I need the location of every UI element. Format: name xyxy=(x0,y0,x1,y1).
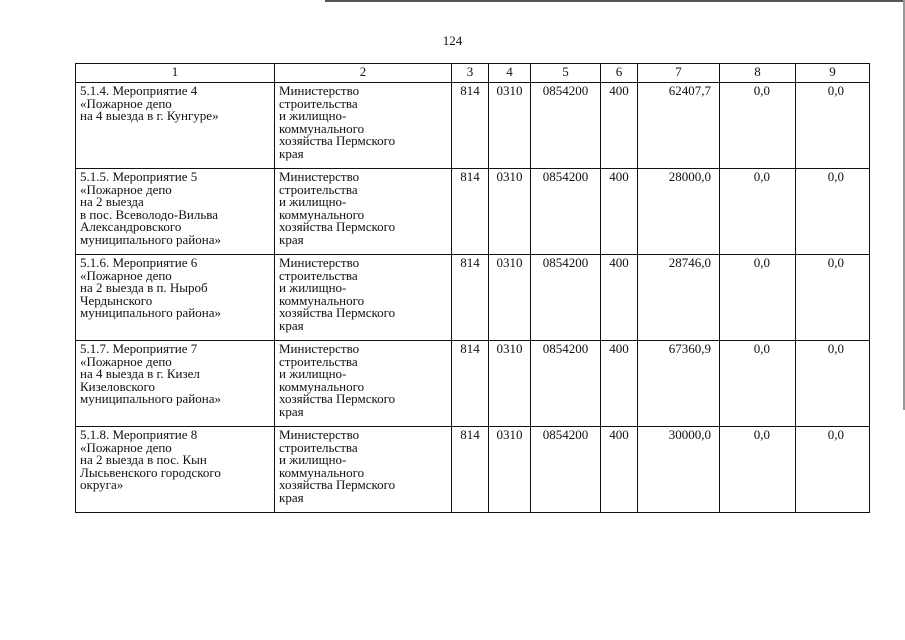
amount-col7-cell: 30000,0 xyxy=(638,427,720,513)
code-admin-cell: 814 xyxy=(452,341,489,427)
activity-name-cell xyxy=(76,83,275,169)
ministry-cell-line: хозяйства Пермского xyxy=(279,219,396,234)
code-target-cell: 0854200 xyxy=(531,427,601,513)
amount-col9-cell: 0,0 xyxy=(796,427,870,513)
amount-col8-cell: 0,0 xyxy=(720,341,796,427)
amount-col7-cell: 62407,7 xyxy=(638,83,720,169)
header-col-9: 9 xyxy=(796,64,870,83)
ministry-cell-line: строительства xyxy=(279,95,358,111)
ministry-cell-line: строительства xyxy=(279,267,358,283)
ministry-cell-line: края xyxy=(279,231,304,247)
activity-name-cell-line: 5.1.4. Мероприятие 4 xyxy=(80,83,198,98)
code-section-cell: 0310 xyxy=(489,427,531,513)
page-number: 124 xyxy=(442,33,463,48)
code-section-cell: 0310 xyxy=(489,83,531,169)
scan-border-top xyxy=(325,0,905,2)
ministry-cell-line: и жилищно- xyxy=(279,366,347,381)
code-target-cell: 0854200 xyxy=(531,83,601,169)
header-col-8: 8 xyxy=(720,64,796,83)
ministry-cell-line: коммунального xyxy=(279,206,365,222)
ministry-cell-line: и жилищно- xyxy=(279,452,347,467)
ministry-cell-line: строительства xyxy=(279,353,358,369)
code-type-cell: 400 xyxy=(601,83,638,169)
ministry-cell-line: края xyxy=(279,317,304,333)
activity-name-cell-line: муниципального района» xyxy=(80,305,221,320)
ministry-cell-line: коммунального xyxy=(279,292,365,308)
table-row xyxy=(76,341,870,427)
activity-name-cell-line: муниципального района» xyxy=(80,391,221,406)
amount-col8-cell: 0,0 xyxy=(720,255,796,341)
code-section-cell: 0310 xyxy=(489,169,531,255)
code-type-cell: 400 xyxy=(601,341,638,427)
ministry-cell-line: и жилищно- xyxy=(279,108,347,123)
ministry-cell-line: хозяйства Пермского xyxy=(279,391,396,406)
activity-name-cell-line: «Пожарное депо xyxy=(80,353,172,369)
activity-name-cell-line: Чердынского xyxy=(80,292,153,308)
activity-name-cell-line: в пос. Всеволодо-Вильва xyxy=(80,206,219,222)
code-target-cell: 0854200 xyxy=(531,169,601,255)
code-target-cell: 0854200 xyxy=(531,341,601,427)
ministry-cell xyxy=(275,255,452,341)
amount-col7-cell: 28000,0 xyxy=(638,169,720,255)
header-col-7: 7 xyxy=(638,64,720,83)
ministry-cell xyxy=(275,169,452,255)
ministry-cell-line: Министерство xyxy=(279,427,360,442)
activity-name-cell-line: «Пожарное депо xyxy=(80,181,172,197)
activity-name-cell-line: «Пожарное депо xyxy=(80,95,172,111)
ministry-cell-line: хозяйства Пермского xyxy=(279,477,396,492)
ministry-cell-line: края xyxy=(279,145,304,161)
ministry-cell xyxy=(275,83,452,169)
ministry-cell-line: края xyxy=(279,403,304,419)
ministry-cell-line: и жилищно- xyxy=(279,280,347,295)
code-admin-cell: 814 xyxy=(452,427,489,513)
table-row xyxy=(76,83,870,169)
activity-name-cell-line: муниципального района» xyxy=(80,231,221,247)
activity-name-cell-line: на 2 выезда в п. Ныроб xyxy=(80,280,208,295)
activity-name-cell-line: округа» xyxy=(80,477,124,492)
header-row xyxy=(76,64,870,83)
header-col-5: 5 xyxy=(531,64,601,83)
amount-col9-cell: 0,0 xyxy=(796,169,870,255)
activity-name-cell-line: «Пожарное депо xyxy=(80,267,172,283)
budget-table xyxy=(75,63,870,513)
activity-name-cell-line: Кизеловского xyxy=(80,378,156,394)
amount-col9-cell: 0,0 xyxy=(796,83,870,169)
activity-name-cell xyxy=(76,169,275,255)
table-row xyxy=(76,255,870,341)
code-section-cell: 0310 xyxy=(489,341,531,427)
header-col-2: 2 xyxy=(275,64,452,83)
code-type-cell: 400 xyxy=(601,427,638,513)
activity-name-cell-line: на 4 выезда в г. Кизел xyxy=(80,366,200,381)
table-row xyxy=(76,427,870,513)
amount-col8-cell: 0,0 xyxy=(720,169,796,255)
header-col-6: 6 xyxy=(601,64,638,83)
ministry-cell-line: хозяйства Пермского xyxy=(279,305,396,320)
ministry-cell-line: хозяйства Пермского xyxy=(279,133,396,148)
code-admin-cell: 814 xyxy=(452,83,489,169)
activity-name-cell-line: Лысьвенского городского xyxy=(80,464,221,480)
ministry-cell-line: строительства xyxy=(279,181,358,197)
activity-name-cell-line: 5.1.8. Мероприятие 8 xyxy=(80,427,198,442)
code-target-cell: 0854200 xyxy=(531,255,601,341)
ministry-cell-line: края xyxy=(279,489,304,505)
header-col-3: 3 xyxy=(452,64,489,83)
activity-name-cell-line: 5.1.6. Мероприятие 6 xyxy=(80,255,198,270)
ministry-cell xyxy=(275,341,452,427)
ministry-cell-line: коммунального xyxy=(279,464,365,480)
amount-col8-cell: 0,0 xyxy=(720,83,796,169)
ministry-cell-line: строительства xyxy=(279,439,358,455)
amount-col7-cell: 28746,0 xyxy=(638,255,720,341)
amount-col9-cell: 0,0 xyxy=(796,341,870,427)
activity-name-cell-line: на 4 выезда в г. Кунгуре» xyxy=(80,108,219,123)
activity-name-cell-line: на 2 выезда в пос. Кын xyxy=(80,452,207,467)
code-type-cell: 400 xyxy=(601,169,638,255)
code-admin-cell: 814 xyxy=(452,169,489,255)
ministry-cell xyxy=(275,427,452,513)
ministry-cell-line: Министерство xyxy=(279,341,360,356)
header-col-1: 1 xyxy=(76,64,275,83)
table-row xyxy=(76,169,870,255)
amount-col7-cell: 67360,9 xyxy=(638,341,720,427)
code-admin-cell: 814 xyxy=(452,255,489,341)
ministry-cell-line: Министерство xyxy=(279,83,360,98)
code-section-cell: 0310 xyxy=(489,255,531,341)
ministry-cell-line: коммунального xyxy=(279,378,365,394)
activity-name-cell-line: 5.1.5. Мероприятие 5 xyxy=(80,169,198,184)
ministry-cell-line: Министерство xyxy=(279,169,360,184)
amount-col9-cell: 0,0 xyxy=(796,255,870,341)
header-col-4: 4 xyxy=(489,64,531,83)
amount-col8-cell: 0,0 xyxy=(720,427,796,513)
activity-name-cell xyxy=(76,341,275,427)
activity-name-cell xyxy=(76,427,275,513)
activity-name-cell xyxy=(76,255,275,341)
ministry-cell-line: Министерство xyxy=(279,255,360,270)
code-type-cell: 400 xyxy=(601,255,638,341)
activity-name-cell-line: на 2 выезда xyxy=(80,194,144,209)
ministry-cell-line: и жилищно- xyxy=(279,194,347,209)
ministry-cell-line: коммунального xyxy=(279,120,365,136)
activity-name-cell-line: Александровского xyxy=(80,219,182,234)
activity-name-cell-line: 5.1.7. Мероприятие 7 xyxy=(80,341,198,356)
activity-name-cell-line: «Пожарное депо xyxy=(80,439,172,455)
